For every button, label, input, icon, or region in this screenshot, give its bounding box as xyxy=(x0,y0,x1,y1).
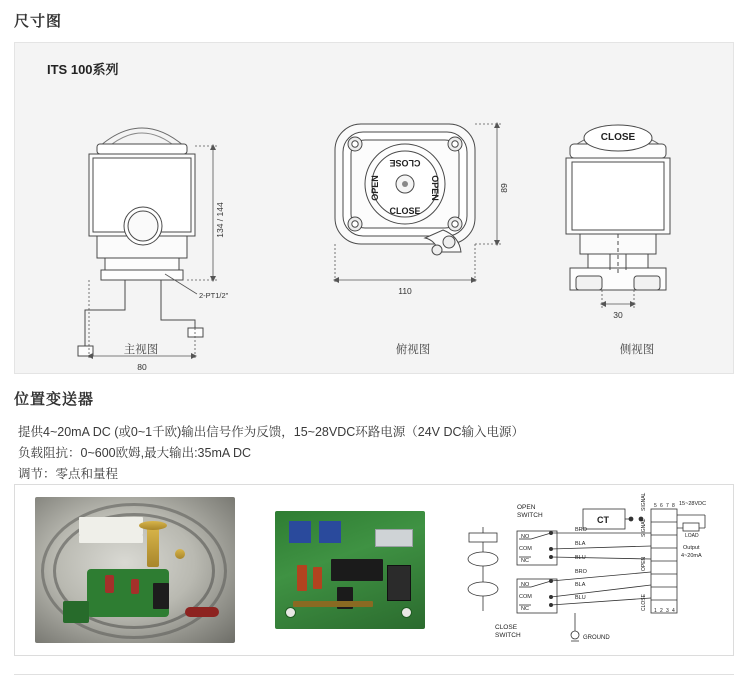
contact-no-open: NO xyxy=(521,534,530,540)
transmitter-section-title: 位置变送器 xyxy=(14,391,95,408)
side-view-drawing xyxy=(540,98,730,323)
supply-label: 15~28VDC xyxy=(679,501,707,507)
top-height-label: 89 xyxy=(499,183,509,193)
terminal-number-7: 7 xyxy=(666,503,669,509)
dimension-section-title: 尺寸图 xyxy=(14,13,63,30)
dial-text-open-right: OPEN xyxy=(430,175,440,201)
open-switch-label-l2: SWITCH xyxy=(517,512,543,519)
wire-close-bla: BLA xyxy=(575,582,586,588)
contact-com-close: COM xyxy=(519,594,532,600)
caption-top-view: 俯视图 xyxy=(395,344,431,356)
terminal-number-2: 2 xyxy=(660,608,663,614)
terminal-number-8: 8 xyxy=(672,503,675,509)
close-switch-label-l2: SWITCH xyxy=(495,632,521,639)
transmitter-photo-panel xyxy=(14,484,734,656)
close-switch-label-l1: CLOSE xyxy=(495,624,518,631)
assembly-photo xyxy=(35,497,235,643)
terminal-group-signal-1: SIGNAL xyxy=(641,518,647,537)
dial-text-close-bottom: CLOSE xyxy=(389,206,421,216)
terminal-group-open: OPEN xyxy=(641,556,647,571)
ct-label: CT xyxy=(597,515,609,525)
contact-nc-close: NC xyxy=(521,606,529,612)
terminal-group-close: CLOSE xyxy=(641,594,647,611)
caption-side-view: 侧视图 xyxy=(619,344,655,356)
top-view-drawing xyxy=(315,98,530,318)
terminal-number-1: 1 xyxy=(654,608,657,614)
ground-label: GROUND xyxy=(583,635,610,641)
terminal-number-6: 6 xyxy=(660,503,663,509)
wire-open-bro: BRO xyxy=(575,527,587,533)
transmitter-description xyxy=(18,422,718,485)
top-width-label: 110 xyxy=(398,286,412,296)
caption-front-view: 主视图 xyxy=(123,344,159,356)
terminal-number-4: 4 xyxy=(672,608,675,614)
side-width-label: 30 xyxy=(613,310,623,320)
wire-open-bla: BLA xyxy=(575,541,586,547)
front-width-label: 80 xyxy=(137,362,147,372)
side-cover-text: CLOSE xyxy=(600,132,636,143)
footer-divider xyxy=(14,674,734,675)
description-line-2: 负载阻抗：0~600欧姆,最大输出:35mA DC xyxy=(18,446,252,460)
series-label: ITS 100系列 xyxy=(47,62,119,77)
contact-nc-open: NC xyxy=(521,558,529,564)
wire-close-bro: BRO xyxy=(575,569,587,575)
pcb-photo xyxy=(275,511,425,629)
wire-close-blu: BLU xyxy=(575,595,586,601)
load-label: LOAD xyxy=(685,533,699,539)
wiring-diagram xyxy=(455,493,720,649)
dial-text-open-left: OPEN xyxy=(370,175,380,201)
output-label-l1: Output xyxy=(683,545,700,551)
front-height-label: 134 / 144 xyxy=(215,202,225,238)
output-label-l2: 4~20mA xyxy=(681,553,702,559)
description-line-1: 提供4~20mA DC (或0~1千欧)输出信号作为反馈，15~28VDC环路电源（24V DC输入电源） xyxy=(18,425,525,439)
product-spec-page xyxy=(0,10,749,691)
dimension-panel xyxy=(14,42,734,374)
contact-com-open: COM xyxy=(519,546,532,552)
dial-text-close-top: CLOSE xyxy=(389,158,421,168)
terminal-number-5: 5 xyxy=(654,503,657,509)
terminal-group-signal-2: SIGNAL xyxy=(641,492,647,511)
conduit-label: 2-PT1/2" xyxy=(199,291,229,300)
wire-open-blu: BLU xyxy=(575,555,586,561)
contact-no-close: NO xyxy=(521,582,530,588)
description-line-3: 调节：零点和量程 xyxy=(18,467,119,481)
open-switch-label-l1: OPEN xyxy=(517,504,536,511)
terminal-number-3: 3 xyxy=(666,608,669,614)
